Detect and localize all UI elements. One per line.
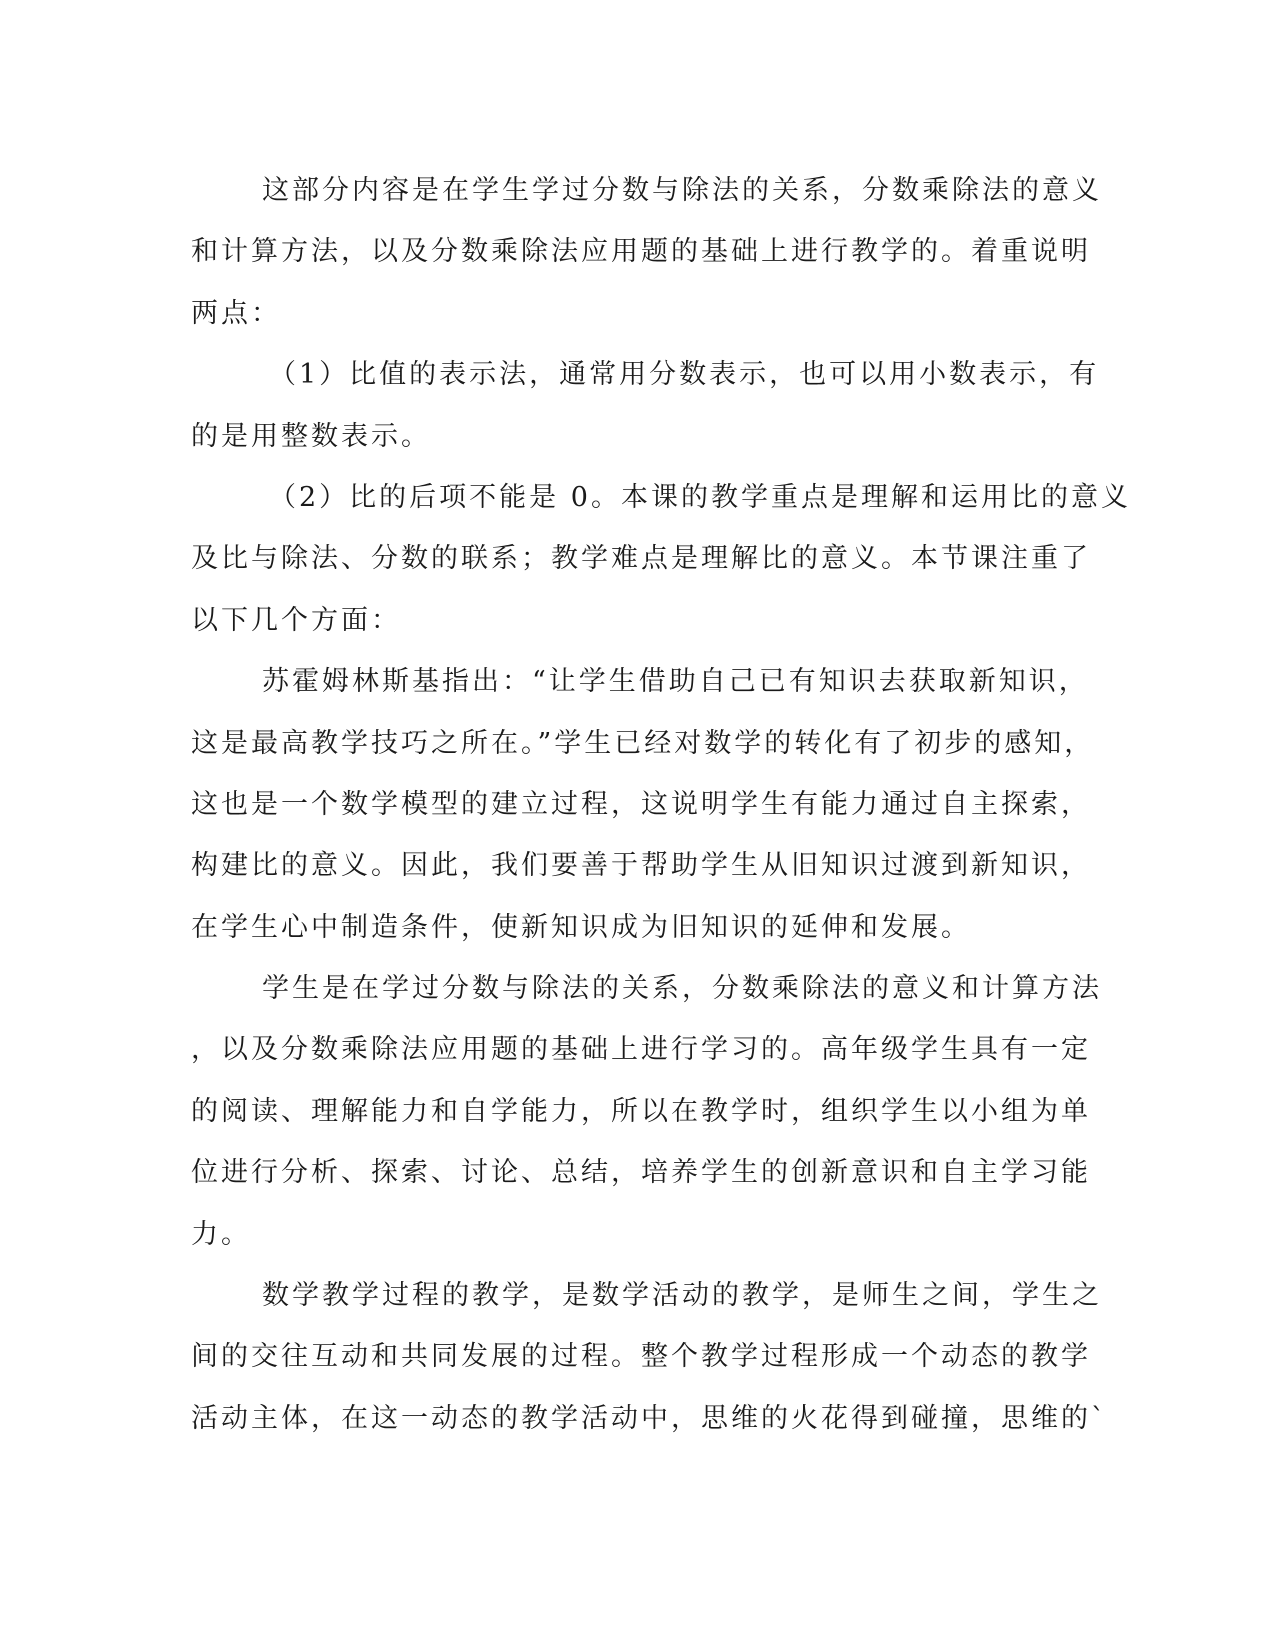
paragraph-2-line-2: 的是用整数表示。 [191, 420, 431, 452]
paragraph-4-line-1: 苏霍姆林斯基指出：“让学生借助自己已有知识去获取新知识， [262, 666, 1089, 698]
paragraph-4-line-2: 这是最高教学技巧之所在。”学生已经对数学的转化有了初步的感知， [191, 727, 1095, 759]
paragraph-2-line-1: （1）比值的表示法，通常用分数表示，也可以用小数表示，有 [269, 359, 1100, 391]
paragraph-4-line-3: 这也是一个数学模型的建立过程，这说明学生有能力通过自主探索， [191, 788, 1091, 820]
paragraph-6-line-3: 活动主体，在这一动态的教学活动中，思维的火花得到碰撞，思维的` [191, 1402, 1108, 1434]
paragraph-3-line-3: 以下几个方面： [191, 604, 401, 636]
paragraph-4-line-5: 在学生心中制造条件，使新知识成为旧知识的延伸和发展。 [191, 911, 971, 943]
paragraph-1-line-3: 两点： [191, 297, 281, 329]
body-text [191, 160, 1131, 1449]
paragraph-1-line-2: 和计算方法，以及分数乘除法应用题的基础上进行教学的。着重说明 [191, 236, 1091, 268]
paragraph-3-line-2: 及比与除法、分数的联系；教学难点是理解比的意义。本节课注重了 [191, 543, 1091, 575]
paragraph-6-line-1: 数学教学过程的教学，是数学活动的教学，是师生之间，学生之 [262, 1280, 1102, 1312]
paragraph-1-line-1: 这部分内容是在学生学过分数与除法的关系，分数乘除法的意义 [262, 175, 1102, 206]
paragraph-5-line-5: 力。 [191, 1218, 251, 1250]
paragraph-6-line-2: 间的交往互动和共同发展的过程。整个教学过程形成一个动态的教学 [191, 1341, 1091, 1373]
paragraph-5-line-1: 学生是在学过分数与除法的关系，分数乘除法的意义和计算方法 [262, 973, 1102, 1005]
paragraph-5-line-2: ，以及分数乘除法应用题的基础上进行学习的。高年级学生具有一定 [191, 1034, 1091, 1066]
paragraph-5-line-4: 位进行分析、探索、讨论、总结，培养学生的创新意识和自主学习能 [191, 1157, 1091, 1189]
paragraph-3-line-1: （2）比的后项不能是 0。本课的教学重点是理解和运用比的意义 [269, 481, 1131, 513]
paragraph-4-line-4: 构建比的意义。因此，我们要善于帮助学生从旧知识过渡到新知识， [191, 850, 1091, 882]
paragraph-5-line-3: 的阅读、理解能力和自学能力，所以在教学时，组织学生以小组为单 [191, 1095, 1091, 1127]
